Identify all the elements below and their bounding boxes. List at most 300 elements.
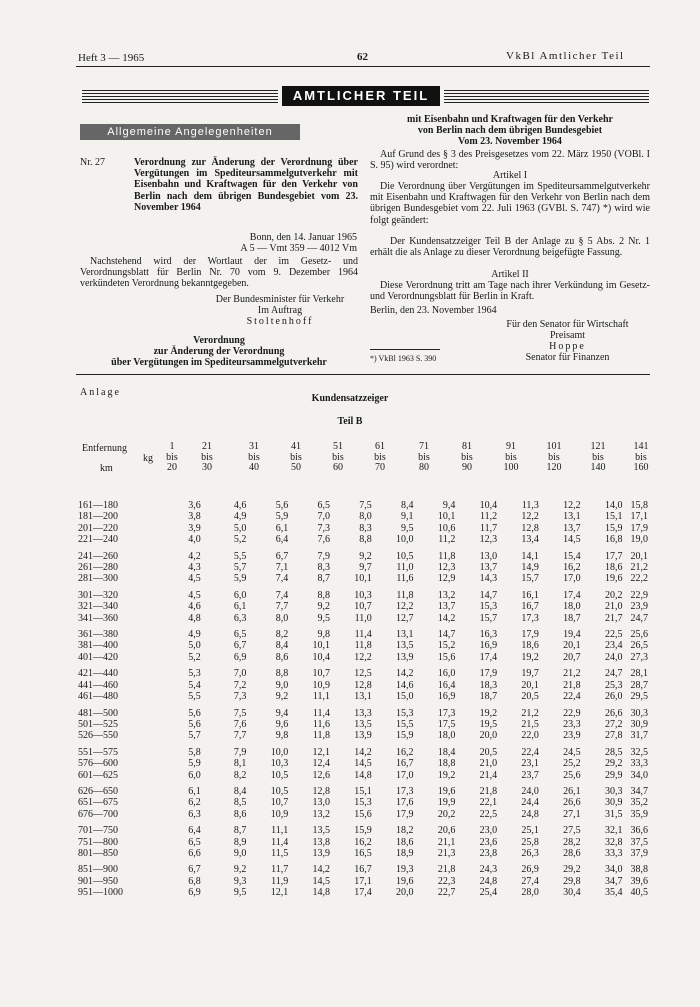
rate-cell: 21,2 bbox=[630, 562, 648, 574]
column-header: 51 bis 60 bbox=[332, 441, 344, 474]
verordnung-heading-3: über Vergütungen im Spediteursammelgutverkehr bbox=[111, 357, 327, 368]
rate-cell: 14,3 bbox=[479, 573, 498, 585]
distance-cell: 701—750 bbox=[78, 825, 118, 837]
table-row bbox=[78, 613, 656, 624]
table-row bbox=[78, 511, 656, 522]
journal-name: VkBl Amtlicher Teil bbox=[506, 50, 625, 62]
rate-table bbox=[78, 500, 656, 899]
column-header: 71 bis 80 bbox=[418, 441, 430, 474]
rate-cell: 17,5 bbox=[437, 718, 456, 730]
table-row bbox=[78, 691, 656, 702]
rate-cell: 24,8 bbox=[479, 875, 498, 887]
rate-cell: 24,7 bbox=[630, 612, 648, 624]
rate-cell: 37,9 bbox=[630, 847, 648, 859]
corner-distance: Entfernung bbox=[82, 443, 127, 454]
rate-cell: 32,1 bbox=[605, 825, 623, 837]
column-header: 91 bis 100 bbox=[503, 441, 519, 474]
rate-cell: 17,9 bbox=[396, 808, 414, 820]
corner-km: km bbox=[100, 463, 113, 474]
distance-cell: 461—480 bbox=[78, 691, 118, 703]
table-row bbox=[78, 629, 656, 640]
rate-cell: 23,0 bbox=[479, 825, 498, 837]
rate-cell: 18,0 bbox=[563, 601, 581, 613]
rate-cell: 4,2 bbox=[188, 550, 201, 562]
rate-cell: 7,7 bbox=[275, 601, 289, 613]
rate-cell: 21,8 bbox=[437, 864, 456, 876]
rate-cell: 8,3 bbox=[359, 522, 372, 534]
rate-cell: 25,6 bbox=[563, 769, 581, 781]
rate-cell: 9,5 bbox=[401, 522, 414, 534]
distance-cell: 851—900 bbox=[78, 864, 118, 876]
rate-cell: 8,6 bbox=[233, 808, 247, 820]
rate-cell: 25,8 bbox=[521, 836, 539, 848]
rate-cell: 26,6 bbox=[605, 707, 623, 719]
distance-cell: 181—200 bbox=[78, 511, 118, 523]
table-row bbox=[78, 758, 656, 769]
rate-cell: 10,1 bbox=[437, 511, 456, 523]
rate-cell: 7,2 bbox=[233, 679, 247, 691]
rate-cell: 16,2 bbox=[354, 836, 372, 848]
rate-cell: 18,3 bbox=[479, 679, 498, 691]
rate-cell: 22,0 bbox=[521, 730, 539, 742]
rate-cell: 23,9 bbox=[563, 730, 581, 742]
right-title-1: mit Eisenbahn und Kraftwagen für den Verkehr bbox=[407, 114, 613, 125]
distance-cell: 901—950 bbox=[78, 875, 118, 887]
rate-cell: 10,3 bbox=[354, 589, 372, 601]
rate-cell: 8,6 bbox=[275, 651, 289, 663]
distance-cell: 551—575 bbox=[78, 746, 118, 758]
decree-date: Bonn, den 14. Januar 1965 bbox=[249, 232, 357, 243]
rate-cell: 7,1 bbox=[275, 562, 289, 574]
rate-cell: 11,7 bbox=[271, 864, 289, 876]
rate-cell: 9,1 bbox=[401, 511, 414, 523]
rate-cell: 16,9 bbox=[479, 640, 498, 652]
rate-cell: 12,2 bbox=[563, 500, 581, 511]
rate-cell: 37,5 bbox=[630, 836, 648, 848]
rate-cell: 5,8 bbox=[188, 746, 201, 758]
rate-cell: 31,5 bbox=[605, 808, 623, 820]
column-header: 41 bis 50 bbox=[290, 441, 302, 474]
rate-cell: 35,4 bbox=[605, 887, 623, 899]
rate-cell: 12,3 bbox=[437, 562, 456, 574]
distance-cell: 801—850 bbox=[78, 847, 118, 859]
rate-cell: 5,6 bbox=[275, 500, 289, 511]
rate-cell: 15,9 bbox=[354, 825, 372, 837]
rate-cell: 35,9 bbox=[630, 808, 648, 820]
table-subtitle: Teil B bbox=[337, 416, 363, 427]
column-header: 101 bis 120 bbox=[546, 441, 562, 474]
table-row bbox=[78, 719, 656, 730]
rate-cell: 19,2 bbox=[479, 707, 498, 719]
rate-cell: 29,2 bbox=[563, 864, 581, 876]
column-header: 31 bis 40 bbox=[248, 441, 260, 474]
rate-cell: 18,4 bbox=[437, 746, 456, 758]
rate-cell: 19,6 bbox=[605, 573, 623, 585]
rate-cell: 22,9 bbox=[630, 589, 648, 601]
rate-cell: 24,5 bbox=[563, 746, 581, 758]
rate-cell: 14,7 bbox=[479, 589, 498, 601]
rate-cell: 33,3 bbox=[630, 758, 648, 770]
column-header: 81 bis 90 bbox=[461, 441, 473, 474]
rate-cell: 10,9 bbox=[270, 808, 289, 820]
rate-cell: 20,5 bbox=[479, 746, 498, 758]
rate-cell: 6,4 bbox=[188, 825, 201, 837]
rate-cell: 4,3 bbox=[188, 562, 201, 574]
rate-cell: 20,1 bbox=[521, 679, 539, 691]
rate-cell: 17,4 bbox=[563, 589, 581, 601]
rate-cell: 16,4 bbox=[437, 679, 456, 691]
regulation-title: Verordnung zur Änderung der Verordnung über Vergütungen im Spediteursammelgutverkehr mit Eisenbahn und Kraftwagen für den Verkehr von Berlin nach dem übrigen Bundesgebiet vom 23. November 1964 bbox=[134, 157, 358, 213]
rate-cell: 11,8 bbox=[354, 640, 372, 652]
regulation-number: Nr. 27 bbox=[80, 157, 105, 168]
rate-cell: 8,4 bbox=[233, 785, 247, 797]
rate-cell: 14,0 bbox=[605, 500, 623, 511]
distance-cell: 951—1000 bbox=[78, 887, 123, 899]
column-header: 61 bis 70 bbox=[374, 441, 386, 474]
rate-cell: 6,2 bbox=[188, 797, 201, 809]
rate-cell: 13,9 bbox=[312, 847, 330, 859]
rate-cell: 11,4 bbox=[271, 836, 289, 848]
rate-cell: 22,2 bbox=[630, 573, 648, 585]
rate-cell: 25,3 bbox=[605, 679, 623, 691]
rate-cell: 38,8 bbox=[630, 864, 648, 876]
rate-cell: 16,7 bbox=[521, 601, 539, 613]
rate-cell: 15,0 bbox=[396, 691, 414, 703]
rate-cell: 22,4 bbox=[521, 746, 539, 758]
rate-cell: 25,2 bbox=[563, 758, 581, 770]
distance-cell: 481—500 bbox=[78, 707, 118, 719]
rate-cell: 11,4 bbox=[354, 629, 372, 641]
rate-cell: 23,6 bbox=[479, 836, 498, 848]
rate-cell: 16,8 bbox=[605, 534, 623, 546]
rate-cell: 16,7 bbox=[354, 864, 372, 876]
rate-cell: 20,0 bbox=[479, 730, 498, 742]
rate-cell: 13,1 bbox=[563, 511, 581, 523]
rate-cell: 12,8 bbox=[312, 785, 330, 797]
rate-cell: 5,9 bbox=[233, 573, 247, 585]
rate-cell: 20,5 bbox=[521, 691, 539, 703]
rate-cell: 14,6 bbox=[396, 679, 414, 691]
rate-cell: 12,3 bbox=[479, 534, 498, 546]
rate-cell: 10,1 bbox=[354, 573, 372, 585]
rate-cell: 22,4 bbox=[563, 691, 581, 703]
rate-cell: 28,7 bbox=[630, 679, 648, 691]
right-title-3: Vom 23. November 1964 bbox=[458, 136, 562, 147]
rate-cell: 19,4 bbox=[563, 629, 581, 641]
table-row bbox=[78, 523, 656, 534]
rate-cell: 24,8 bbox=[521, 808, 539, 820]
rate-cell: 12,6 bbox=[312, 769, 330, 781]
distance-cell: 651—675 bbox=[78, 797, 118, 809]
rate-cell: 28,2 bbox=[563, 836, 581, 848]
rate-cell: 20,2 bbox=[605, 589, 623, 601]
rate-cell: 11,6 bbox=[396, 573, 414, 585]
rate-cell: 10,0 bbox=[270, 746, 289, 758]
rate-cell: 24,4 bbox=[521, 797, 539, 809]
distance-cell: 261—280 bbox=[78, 562, 118, 574]
distance-cell: 381—400 bbox=[78, 640, 118, 652]
rate-cell: 27,8 bbox=[605, 730, 623, 742]
table-row bbox=[78, 825, 656, 836]
rate-cell: 9,0 bbox=[233, 847, 247, 859]
rate-cell: 13,7 bbox=[437, 601, 456, 613]
rate-cell: 15,7 bbox=[521, 573, 539, 585]
signature-ministry: Der Bundesminister für Verkehr bbox=[215, 294, 345, 305]
rate-cell: 6,5 bbox=[317, 500, 330, 511]
rate-cell: 9,5 bbox=[317, 612, 330, 624]
rate-cell: 19,2 bbox=[521, 651, 539, 663]
rate-cell: 3,8 bbox=[188, 511, 201, 523]
rate-cell: 9,2 bbox=[317, 601, 330, 613]
rate-cell: 10,3 bbox=[270, 758, 289, 770]
rate-cell: 28,6 bbox=[563, 847, 581, 859]
rate-cell: 33,3 bbox=[605, 847, 623, 859]
rate-cell: 11,2 bbox=[479, 511, 498, 523]
rate-cell: 6,1 bbox=[188, 785, 201, 797]
rate-cell: 10,5 bbox=[396, 550, 414, 562]
rate-cell: 13,0 bbox=[312, 797, 330, 809]
rate-cell: 7,7 bbox=[233, 730, 247, 742]
rate-cell: 4,0 bbox=[188, 534, 201, 546]
rate-cell: 15,2 bbox=[437, 640, 456, 652]
rate-cell: 30,9 bbox=[605, 797, 623, 809]
rate-cell: 11,7 bbox=[479, 522, 498, 534]
rate-cell: 9,8 bbox=[275, 730, 289, 742]
rate-cell: 21,3 bbox=[437, 847, 456, 859]
rate-cell: 11,9 bbox=[271, 875, 289, 887]
table-title: Kundensatzzeiger bbox=[311, 393, 389, 404]
column-header: 141 bis 160 bbox=[633, 441, 649, 474]
column-header: 121 bis 140 bbox=[590, 441, 606, 474]
intro-paragraph: Nachstehend wird der Wortlaut der im Gesetz- und Verordnungsblatt für Berlin Nr. 70 vom 9. Dezember 1964 verkündeten Verordnung bekanntgegeben. bbox=[80, 256, 358, 290]
distance-cell: 301—320 bbox=[78, 589, 118, 601]
rate-cell: 27,5 bbox=[563, 825, 581, 837]
rate-cell: 7,0 bbox=[233, 668, 247, 680]
rate-cell: 17,4 bbox=[354, 887, 372, 899]
senator-signature-1: Für den Senator für Wirtschaft bbox=[506, 319, 629, 330]
rate-cell: 9,6 bbox=[275, 718, 289, 730]
rate-cell: 9,0 bbox=[275, 679, 289, 691]
rate-cell: 6,1 bbox=[275, 522, 289, 534]
rate-cell: 16,7 bbox=[396, 758, 414, 770]
distance-cell: 676—700 bbox=[78, 808, 118, 820]
rate-cell: 17,9 bbox=[630, 522, 648, 534]
rate-cell: 6,7 bbox=[233, 640, 247, 652]
rate-cell: 26,1 bbox=[563, 785, 581, 797]
rate-cell: 34,7 bbox=[630, 785, 648, 797]
rate-cell: 13,2 bbox=[312, 808, 330, 820]
distance-cell: 241—260 bbox=[78, 550, 118, 562]
anlage-label: Anlage bbox=[80, 387, 121, 398]
rate-cell: 7,0 bbox=[317, 511, 330, 523]
rate-cell: 16,2 bbox=[563, 562, 581, 574]
rate-cell: 3,9 bbox=[188, 522, 201, 534]
distance-cell: 421—440 bbox=[78, 668, 118, 680]
rate-cell: 27,4 bbox=[521, 875, 539, 887]
rate-cell: 8,9 bbox=[233, 836, 247, 848]
footnote-rule bbox=[370, 349, 440, 350]
rate-cell: 11,6 bbox=[312, 718, 330, 730]
rate-cell: 18,0 bbox=[437, 730, 456, 742]
rate-cell: 23,8 bbox=[479, 847, 498, 859]
rate-cell: 6,4 bbox=[275, 534, 289, 546]
rate-cell: 19,0 bbox=[630, 534, 648, 546]
rate-cell: 15,3 bbox=[479, 601, 498, 613]
rate-cell: 11,4 bbox=[312, 707, 330, 719]
rate-cell: 8,3 bbox=[317, 562, 330, 574]
rate-cell: 11,8 bbox=[312, 730, 330, 742]
distance-cell: 401—420 bbox=[78, 651, 118, 663]
rate-cell: 30,9 bbox=[630, 718, 648, 730]
senator-signature-2: Preisamt bbox=[550, 330, 585, 341]
rate-cell: 8,4 bbox=[275, 640, 289, 652]
rate-cell: 10,6 bbox=[437, 522, 456, 534]
rate-cell: 6,8 bbox=[188, 875, 201, 887]
rate-cell: 36,6 bbox=[630, 825, 648, 837]
table-row bbox=[78, 601, 656, 612]
rate-cell: 21,0 bbox=[479, 758, 498, 770]
rate-cell: 17,0 bbox=[396, 769, 414, 781]
rate-cell: 17,3 bbox=[521, 612, 539, 624]
rate-cell: 8,7 bbox=[233, 825, 247, 837]
table-row bbox=[78, 730, 656, 741]
rate-cell: 17,9 bbox=[479, 668, 498, 680]
rate-cell: 10,0 bbox=[396, 534, 414, 546]
rate-cell: 8,0 bbox=[275, 612, 289, 624]
distance-cell: 361—380 bbox=[78, 629, 118, 641]
rate-cell: 13,5 bbox=[312, 825, 330, 837]
table-row bbox=[78, 848, 656, 859]
rate-cell: 21,5 bbox=[521, 718, 539, 730]
rate-cell: 4,9 bbox=[188, 629, 201, 641]
table-row bbox=[78, 562, 656, 573]
section-rule bbox=[76, 374, 650, 375]
rate-cell: 17,9 bbox=[521, 629, 539, 641]
rate-cell: 17,4 bbox=[479, 651, 498, 663]
rate-cell: 21,4 bbox=[479, 769, 498, 781]
rate-cell: 7,4 bbox=[275, 573, 289, 585]
table-row bbox=[78, 640, 656, 651]
rate-cell: 7,4 bbox=[275, 589, 289, 601]
rate-cell: 10,9 bbox=[312, 679, 330, 691]
place-date: Berlin, den 23. November 1964 bbox=[370, 305, 497, 316]
table-row bbox=[78, 708, 656, 719]
rate-cell: 20,2 bbox=[437, 808, 456, 820]
preamble-paragraph: Auf Grund des § 3 des Preisgesetzes vom 22. März 1950 (VOBl. I S. 95) wird verordnet: bbox=[370, 149, 650, 172]
table-row bbox=[78, 876, 656, 887]
section-title: Allgemeine Angelegenheiten bbox=[80, 124, 300, 140]
distance-cell: 751—800 bbox=[78, 836, 118, 848]
rate-cell: 29,8 bbox=[563, 875, 581, 887]
rate-cell: 7,3 bbox=[233, 691, 247, 703]
rate-cell: 7,5 bbox=[233, 707, 247, 719]
rate-cell: 19,3 bbox=[396, 864, 414, 876]
rate-cell: 8,0 bbox=[359, 511, 372, 523]
rate-cell: 14,9 bbox=[521, 562, 539, 574]
rate-cell: 11,5 bbox=[271, 847, 289, 859]
rate-cell: 15,1 bbox=[605, 511, 623, 523]
banner-hatch-right bbox=[444, 89, 649, 103]
rate-cell: 4,5 bbox=[188, 573, 201, 585]
rate-cell: 34,7 bbox=[605, 875, 623, 887]
rate-cell: 3,6 bbox=[188, 500, 201, 511]
rate-cell: 9,3 bbox=[233, 875, 247, 887]
rate-cell: 23,3 bbox=[563, 718, 581, 730]
rate-cell: 22,5 bbox=[479, 808, 498, 820]
rate-cell: 13,7 bbox=[479, 562, 498, 574]
rate-cell: 21,2 bbox=[521, 707, 539, 719]
rate-cell: 18,6 bbox=[396, 836, 414, 848]
rate-cell: 11,2 bbox=[438, 534, 456, 546]
rate-cell: 28,1 bbox=[630, 668, 648, 680]
rate-cell: 18,7 bbox=[563, 612, 581, 624]
rate-cell: 26,9 bbox=[521, 864, 539, 876]
rate-cell: 5,5 bbox=[233, 550, 247, 562]
rate-cell: 16,2 bbox=[396, 746, 414, 758]
rate-cell: 6,3 bbox=[233, 612, 247, 624]
distance-cell: 526—550 bbox=[78, 730, 118, 742]
senator-signature-name: Hoppe bbox=[549, 341, 586, 352]
rate-cell: 32,8 bbox=[605, 836, 623, 848]
rate-cell: 8,4 bbox=[401, 500, 414, 511]
rate-cell: 14,8 bbox=[354, 769, 372, 781]
rate-cell: 15,5 bbox=[396, 718, 414, 730]
rate-cell: 18,9 bbox=[396, 847, 414, 859]
rate-cell: 5,6 bbox=[188, 707, 201, 719]
rate-cell: 19,9 bbox=[437, 797, 456, 809]
rate-cell: 16,9 bbox=[437, 691, 456, 703]
distance-cell: 221—240 bbox=[78, 534, 118, 546]
rate-cell: 21,0 bbox=[605, 601, 623, 613]
table-row bbox=[78, 864, 656, 875]
rate-cell: 8,2 bbox=[275, 629, 289, 641]
rate-cell: 9,2 bbox=[275, 691, 289, 703]
rate-cell: 22,3 bbox=[437, 875, 456, 887]
right-title-2: von Berlin nach dem übrigen Bundesgebiet bbox=[417, 125, 603, 136]
rate-cell: 15,3 bbox=[354, 797, 372, 809]
rate-cell: 26,3 bbox=[521, 847, 539, 859]
distance-cell: 626—650 bbox=[78, 785, 118, 797]
rate-cell: 15,7 bbox=[479, 612, 498, 624]
rate-cell: 17,3 bbox=[396, 785, 414, 797]
rate-cell: 5,0 bbox=[188, 640, 201, 652]
table-row bbox=[78, 809, 656, 820]
rate-cell: 9,8 bbox=[317, 629, 330, 641]
rate-cell: 10,7 bbox=[312, 668, 330, 680]
rate-cell: 6,0 bbox=[188, 769, 201, 781]
rate-cell: 26,0 bbox=[605, 691, 623, 703]
distance-cell: 161—180 bbox=[78, 500, 118, 511]
rate-cell: 19,6 bbox=[396, 875, 414, 887]
rate-cell: 13,0 bbox=[479, 550, 498, 562]
table-row bbox=[78, 797, 656, 808]
rate-cell: 14,5 bbox=[563, 534, 581, 546]
distance-cell: 576—600 bbox=[78, 758, 118, 770]
rate-cell: 4,6 bbox=[233, 500, 247, 511]
table-row bbox=[78, 837, 656, 848]
rate-cell: 10,1 bbox=[312, 640, 330, 652]
rate-cell: 5,7 bbox=[233, 562, 247, 574]
distance-cell: 281—300 bbox=[78, 573, 118, 585]
rate-cell: 30,3 bbox=[630, 707, 648, 719]
rate-cell: 7,9 bbox=[317, 550, 330, 562]
rate-cell: 13,9 bbox=[396, 651, 414, 663]
rate-cell: 25,6 bbox=[630, 629, 648, 641]
decree-reference: A 5 — Vmt 359 — 4012 Vm bbox=[240, 243, 357, 254]
rate-cell: 5,2 bbox=[188, 651, 201, 663]
table-row bbox=[78, 770, 656, 781]
rate-cell: 15,9 bbox=[396, 730, 414, 742]
